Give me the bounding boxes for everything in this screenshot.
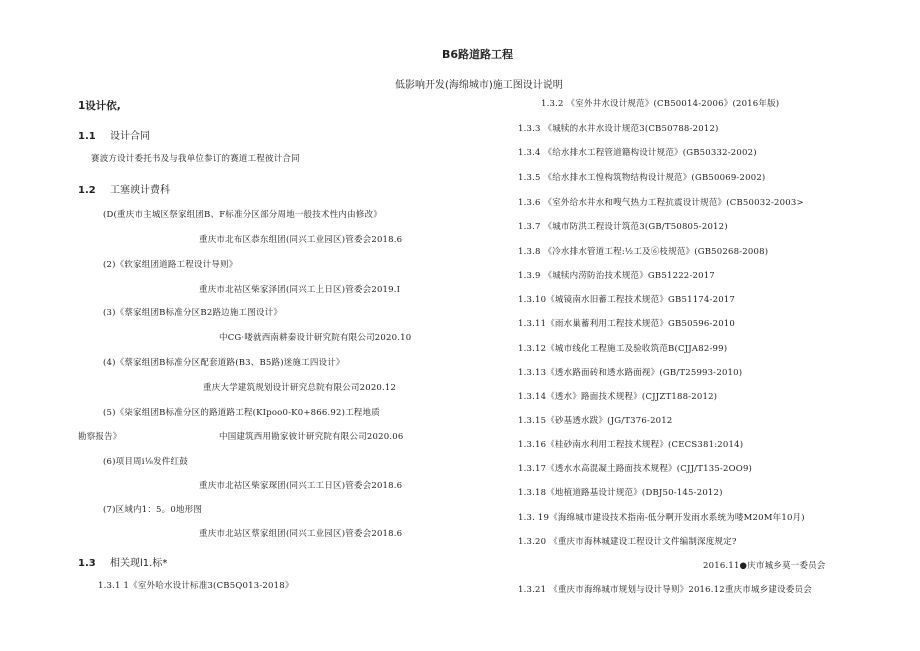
reference-item-5-title: (5)《柒家组团B标准分区的路道路工程(KIpoo0-K0+866.92)工程地质 xyxy=(103,408,380,418)
contract-text: 赛波方设计委托书及与我单位参订的赛道工程彼计合同 xyxy=(91,154,300,164)
reference-item-7-publisher: 重庆市北站区蔡家组团(同兴工业园区)管委会2018.6 xyxy=(199,529,403,539)
reference-item-6-publisher: 重庆市北祜区柴家琛团(同兴工工日区)管委会2018.6 xyxy=(199,481,403,491)
reference-item-4-title: (4)《蔡家组团B标准分区配套道路(B3、B5路)迷施工四设计》 xyxy=(103,358,345,368)
reference-item-3-title: (3)《蔡家组团B标准分区B2路边施工图设计》 xyxy=(103,308,283,318)
reference-item-2-publisher: 重庆市北祜区柴家泽团(同兴工上日区)管委会2019.I xyxy=(199,285,401,295)
section-heading-1: 1设计依, xyxy=(78,100,121,112)
section-title: 工塞谀计费科 xyxy=(110,185,170,196)
reference-item-5-title-cont: 勘察报告》 xyxy=(78,432,122,442)
standard-1-3-16: 1.3.16《桂砂南水利用工程技术规程》(CECS381:2014) xyxy=(518,440,744,450)
standard-1-3-9: 1.3.9 《城犊内涝防治技术规范》GB51222-2017 xyxy=(518,271,715,281)
reference-item-1-title: (D(重庆市主城区祭家组团B、F标准分区部分周地一般技术性内由修改》 xyxy=(103,210,382,220)
section-title: 相关现l1.标* xyxy=(110,558,168,569)
standard-1-3-20-publisher: 2016.11●庆市城乡莫一委员会 xyxy=(703,561,826,571)
reference-item-7-title: (7)区域内1：5。0地形图 xyxy=(103,505,203,515)
standard-1-3-14: 1.3.14《透水》路面技术规程》(CJJZT188-2012) xyxy=(518,392,718,402)
standard-1-3-17: 1.3.17《透水水高混凝土路面技术规程》(CJJ/T135-2OO9) xyxy=(518,464,753,474)
document-subtitle: 低影响开发(海绵城市)施工图设计说明 xyxy=(395,80,563,91)
standard-1-3-11: 1.3.11《雨水巢蓄利用工程技术规范》GB50596-2010 xyxy=(518,319,736,329)
standard-1-3-4: 1.3.4 《给水排水工程管道籍构设计规范》(GB50332-2002) xyxy=(518,148,757,158)
reference-item-6-title: (6)项目周i⅛发件红鼓 xyxy=(103,457,188,467)
section-heading-1-3 xyxy=(78,554,167,569)
standard-1-3-18: 1.3.18《地植道路基设计规范》(DBJ50-145-2012) xyxy=(518,488,723,498)
section-heading-1-2 xyxy=(78,181,170,196)
reference-item-1-publisher: 重庆市北布区恭东组团(同兴工业园区)管委会2018.6 xyxy=(199,235,403,245)
section-heading-1-1 xyxy=(78,127,150,142)
standard-1-3-6: 1.3.6 《室外给水井水和嗖气热力工程抗震设计规范》(CB50032-2003> xyxy=(518,198,804,208)
standard-1-3-1: 1.3.1 1《室外哈水设计标准3(CB5Q013-2018》 xyxy=(98,581,294,591)
standard-1-3-12: 1.3.12《城市线化工程施工及验收筑范B(CJJA82-99) xyxy=(518,344,728,354)
standard-1-3-21: 1.3.21 《重庆市海绵城市规划与设计导则》2016.12重庆市城乡建设委员会 xyxy=(518,585,812,595)
section-number: 1.3 xyxy=(78,558,96,569)
document-title: B6路道路工程 xyxy=(442,48,514,61)
reference-item-5-publisher: 中国建筑西用勘家彼计研究院有限公司2020.06 xyxy=(219,432,404,442)
standard-1-3-8: 1.3.8 《冷水排水管道工程:½工及⑥枝规范》(GB50268-2008) xyxy=(518,247,769,257)
standard-1-3-5: 1.3.5 《给水排水工惶构筑物结构设计规范》(GB50069-2002) xyxy=(518,173,766,183)
standard-1-3-20: 1.3.20 《重庆市海林城建设工程设计文件编制深度规定? xyxy=(518,537,737,547)
section-number: 1.1 xyxy=(78,131,96,142)
reference-item-3-publisher: 中CG·喽就西南耕秦设计研究院有限公司2020.10 xyxy=(219,333,412,343)
standard-1-3-10: 1.3.10《城镜南水旧蓄工程技术规范》GB51174-2017 xyxy=(518,295,736,305)
standard-1-3-13: 1.3.13《透水路面砖和透水路面视》(GB/T25993-2010) xyxy=(518,368,743,378)
standard-1-3-7: 1.3.7 《城市防洪工程设计筑范3(GB/T50805-2012) xyxy=(518,222,728,232)
reference-item-4-publisher: 重庆大学建筑规划设计研究总院有限公司2020.12 xyxy=(203,383,397,393)
reference-item-2-title: (2)《软家组团道路工程设计导则》 xyxy=(103,260,238,270)
section-title: 设计合同 xyxy=(110,131,150,142)
standard-1-3-3: 1.3.3 《城犊的水井水设计规范3(CB50788-2012) xyxy=(518,124,719,134)
standard-1-3-15: 1.3.15《砂基透水跋》(JG/T376-2012 xyxy=(518,416,673,426)
standard-1-3-2: 1.3.2 《室外井水设计规范》(CB50014-2006》(2016年版) xyxy=(541,99,780,109)
section-number: 1.2 xyxy=(78,185,96,196)
standard-1-3-19: 1.3. 19《海绵城市建设技术指南-低分啊开发雨水系统为喽M20M年10月) xyxy=(518,513,805,523)
